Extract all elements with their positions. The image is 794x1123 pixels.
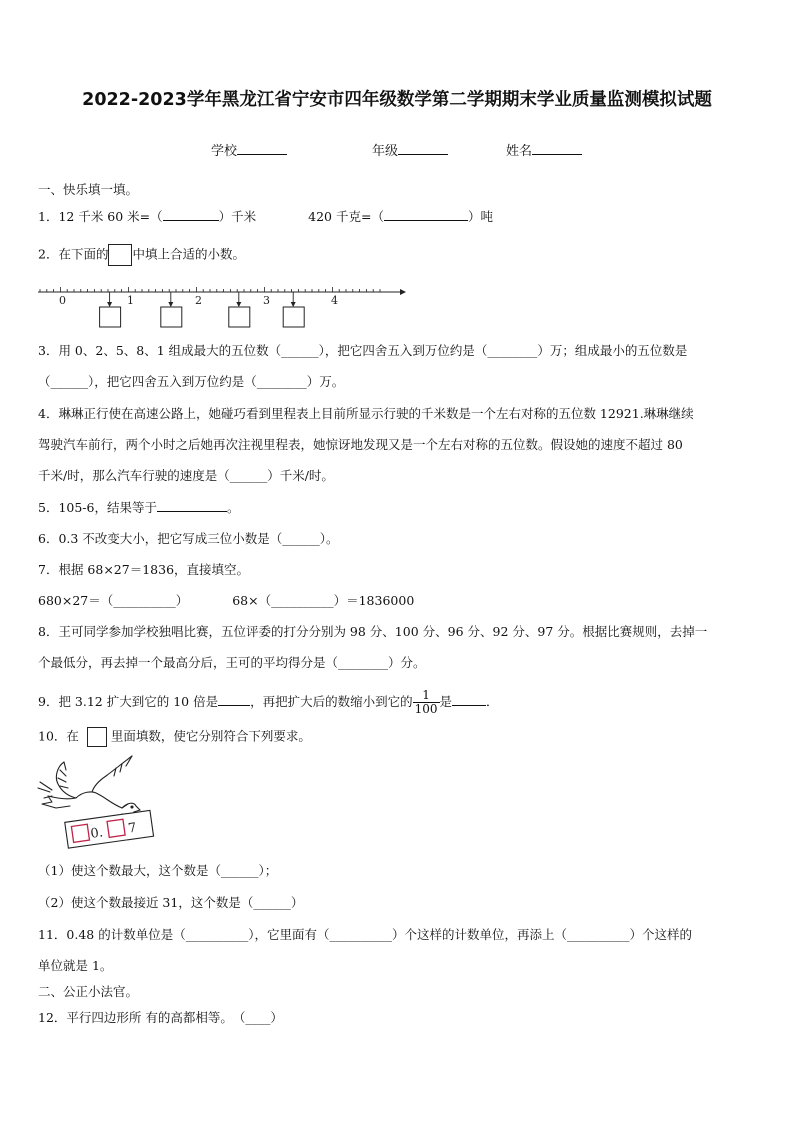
question-6: 6．0.3 不改变大小，把它写成三位小数是（______）。: [38, 531, 339, 546]
question-7-line1: 7．根据 68×27＝1836，直接填空。: [38, 562, 250, 577]
example-box: [108, 244, 132, 266]
answer-box: [100, 307, 121, 327]
q2-prefix: 2．在下面的: [38, 246, 109, 262]
q7-part-b: 68×（__________）＝1836000: [232, 593, 415, 608]
page-title: 2022-2023学年黑龙江省宁安市四年级数学第二学期期末学业质量监测模拟试题: [82, 90, 712, 110]
number-line-label: 3: [263, 294, 270, 307]
q9-answer-b[interactable]: [452, 693, 486, 706]
q9-middle: ，再把扩大后的数缩小到它的: [250, 694, 413, 709]
name-field[interactable]: [506, 140, 582, 159]
q10-suffix: 里面填数，使它分别符合下列要求。: [110, 728, 311, 744]
question-11-line1: 11．0.48 的计数单位是（__________），它里面有（__________）个这样的计数单位，再添上（__________）个这样的: [38, 927, 692, 942]
q5-text: 5．105-6，结果等于: [38, 500, 157, 515]
q1-part-b: 420 千克=（: [308, 209, 384, 224]
question-4-line2: 驾驶汽车前行，两个小时之后她再次注视里程表，她惊讶地发现又是一个左右对称的五位数。假设她的速度不超过 80: [38, 437, 683, 452]
section1-heading: 一、快乐填一填。: [38, 182, 139, 197]
question-3-line1: 3．用 0、2、5、8、1 组成最大的五位数（______），把它四舍五入到万位约是（________）万；组成最小的五位数是: [38, 343, 688, 358]
q9-answer-a[interactable]: [218, 693, 250, 706]
question-4-line1: 4．琳琳正行使在高速公路上，她碰巧看到里程表上目前所显示行驶的千米数是一个左右对称的五位数 12921.琳琳继续: [38, 406, 694, 421]
grade-field[interactable]: [372, 140, 448, 159]
pointer-arrowhead: [107, 302, 112, 307]
question-11-line2: 单位就是 1。: [38, 958, 113, 973]
question-10-sub1: （1）使这个数最大，这个数是（______）；: [38, 863, 278, 878]
answer-box: [161, 307, 182, 327]
question-10: [38, 727, 311, 747]
q5-answer[interactable]: [157, 499, 227, 512]
question-2: [38, 244, 245, 266]
fraction: [413, 689, 440, 716]
bird-illustration: [36, 752, 156, 852]
q1-answer-a[interactable]: [163, 208, 219, 221]
question-5: [38, 499, 240, 516]
q1-part-a-end: ）千米: [218, 209, 257, 224]
q7-part-a: 680×27＝（__________）: [38, 593, 189, 608]
answer-box: [283, 307, 304, 327]
fraction-numerator: 1: [413, 689, 440, 703]
number-line-label: 0: [59, 294, 66, 307]
q1-part-a: 1．12 千米 60 米=（: [38, 209, 163, 224]
number-line: [36, 282, 408, 332]
pointer-arrowhead: [168, 302, 173, 307]
name-label: 姓名: [506, 144, 533, 159]
question-3-line2: （______），把它四舍五入到万位约是（________）万。: [38, 374, 345, 389]
q1-answer-b[interactable]: [384, 208, 468, 221]
number-line-label: 1: [127, 294, 134, 307]
grade-label: 年级: [372, 144, 399, 159]
section2-heading: 二、公正小法官。: [38, 984, 139, 999]
school-field[interactable]: [211, 140, 287, 159]
q2-suffix: 中填上合适的小数。: [132, 246, 245, 262]
answer-box: [229, 307, 250, 327]
number-line-label: 2: [195, 294, 202, 307]
q10-prefix: 10．在: [38, 728, 79, 744]
q9-post: 是: [439, 694, 453, 709]
question-7-line2: [38, 593, 414, 609]
pointer-arrowhead: [291, 302, 296, 307]
q9-prefix: 9．把 3.12 扩大到它的 10 倍是: [38, 694, 219, 709]
q5-end: 。: [227, 500, 240, 515]
question-8-line1: 8．王可同学参加学校独唱比赛，五位评委的打分分别为 98 分、100 分、96 分、92 分、97 分。根据比赛规则，去掉一: [38, 624, 708, 639]
question-4-line3: 千米/时，那么汽车行驶的速度是（______）千米/时。: [38, 468, 334, 483]
question-10-sub2: （2）使这个数最接近 31，这个数是（______）: [38, 895, 304, 910]
fraction-denominator: 100: [414, 702, 438, 716]
question-9: [38, 685, 499, 719]
question-12: 12．平行四边形所 有的高都相等。 （____）: [38, 1010, 283, 1025]
sign-text-end: 7: [127, 820, 138, 837]
question-8-line2: 个最低分，再去掉一个最高分后，王可的平均得分是（________）分。: [38, 655, 426, 670]
fill-box: [87, 727, 107, 747]
pointer-arrowhead: [236, 302, 241, 307]
number-line-label: 4: [331, 294, 338, 307]
sign-text-mid: 0.: [89, 825, 105, 842]
q1-part-b-end: ）吨: [467, 209, 493, 224]
school-label: 学校: [211, 144, 238, 159]
question-1: [38, 208, 493, 225]
q9-end: ．: [486, 694, 499, 709]
